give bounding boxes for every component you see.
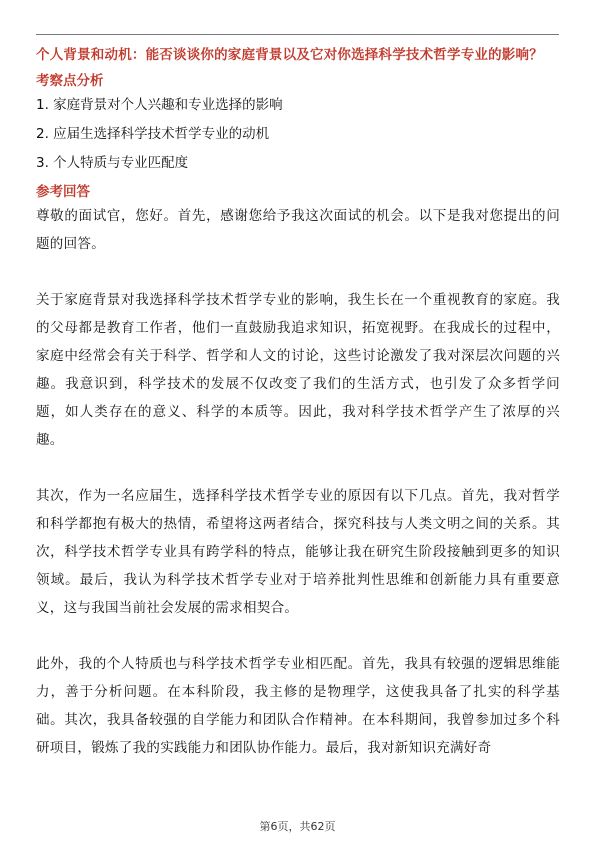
answer-paragraph: 尊敬的面试官，您好。首先，感谢您给予我这次面试的机会。以下是我对您提出的问题的回答。: [36, 208, 560, 252]
page-content: [36, 46, 560, 762]
answer-paragraph: 其次，作为一名应届生，选择科学技术哲学专业的原因有以下几点。首先，我对哲学和科学都抱有极大的热情，希望将这两者结合，探究科技与人类文明之间的关系。其次，科学技术哲学专业具有跨学科的特点，能够让我在研究生阶段接触到更多的知识领域。最后，我认为科学技术哲学专业对于培养批判性思维和创新能力具有重要意义，这与我国当前社会发展的需求相契合。: [36, 488, 560, 616]
analysis-item: 3. 个人特质与专业匹配度: [36, 155, 189, 171]
analysis-item: 2. 应届生选择科学技术哲学专业的动机: [36, 126, 270, 142]
analysis-item: 1. 家庭背景对个人兴趣和专业选择的影响: [36, 97, 283, 113]
page-number: 第6页，共62页: [259, 820, 336, 833]
analysis-list: [36, 95, 560, 173]
answer-paragraph: 此外，我的个人特质也与科学技术哲学专业相匹配。首先，我具有较强的逻辑思维能力，善于分析问题。在本科阶段，我主修的是物理学，这使我具备了扎实的科学基础。其次，我具备较强的自学能力和团队合作精神。在本科期间，我曾参加过多个科研项目，锻炼了我的实践能力和团队协作能力。最后，我对新知识充满好奇: [36, 656, 560, 756]
analysis-title: 考察点分析: [36, 73, 104, 89]
answer-paragraph: 关于家庭背景对我选择科学技术哲学专业的影响，我生长在一个重视教育的家庭。我的父母都是教育工作者，他们一直鼓励我追求知识，拓宽视野。在我成长的过程中，家庭中经常会有关于科学、哲学和人文的讨论，这些讨论激发了我对深层次问题的兴趣。我意识到，科学技术的发展不仅改变了我们的生活方式，也引发了众多哲学问题，如人类存在的意义、科学的本质等。因此，我对科学技术哲学产生了浓厚的兴趣。: [36, 292, 560, 448]
header-rule: [36, 34, 559, 35]
question-heading: 个人背景和动机：能否谈谈你的家庭背景以及它对你选择科学技术哲学专业的影响？: [36, 47, 543, 63]
answer-title: 参考回答: [36, 184, 90, 200]
